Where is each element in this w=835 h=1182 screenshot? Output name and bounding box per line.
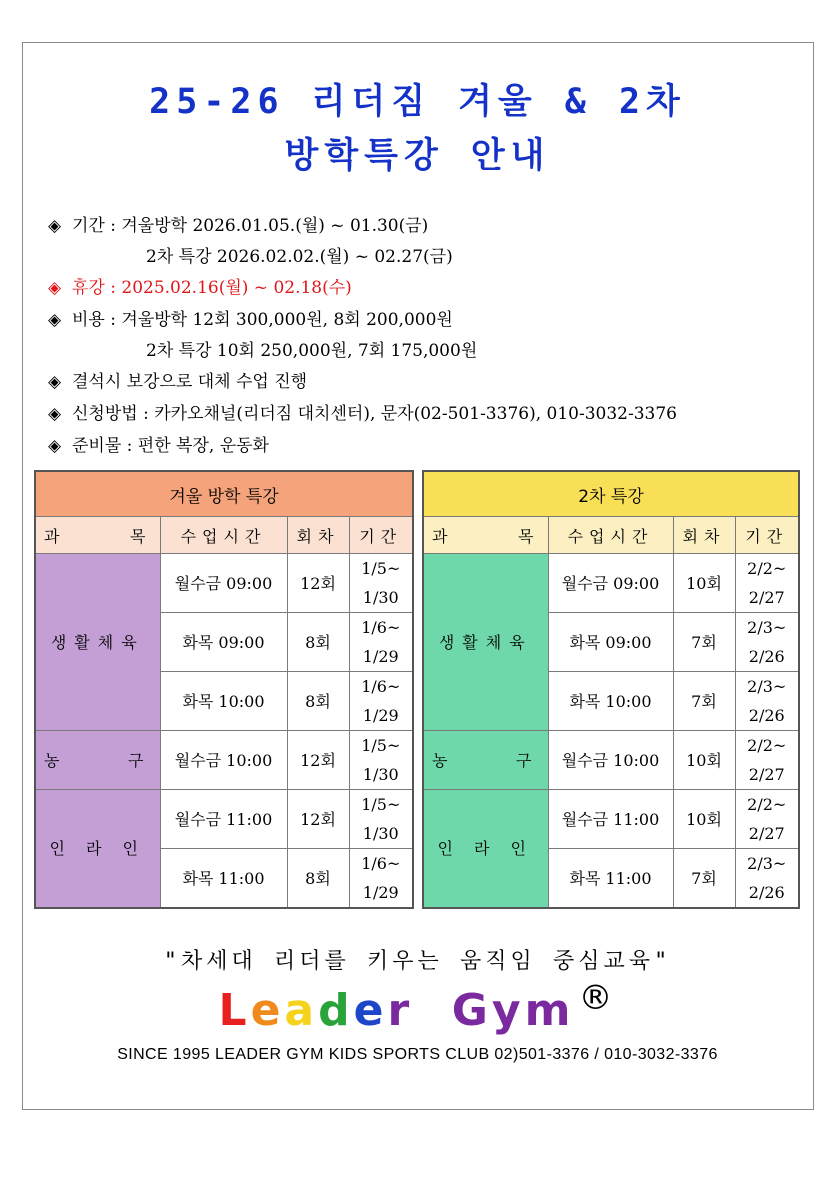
time-cell: 화목 10:00 (160, 672, 287, 731)
second-session-table (422, 470, 800, 909)
period-cell: 1/5~ 1/30 (349, 790, 413, 849)
column-header-row (35, 517, 413, 554)
table-row (35, 731, 413, 790)
count-cell: 7회 (673, 672, 735, 731)
col-subject: 과 목 (423, 517, 548, 554)
period-cell: 1/6~ 1/29 (349, 613, 413, 672)
logo-letter: y (491, 984, 525, 1036)
period-cell: 2/3~ 2/26 (735, 849, 799, 909)
column-header-row (423, 517, 799, 554)
diamond-bullet-icon: ◈ (48, 216, 62, 236)
subject-cell: 인 라 인 (35, 790, 160, 909)
logo-letter: r (387, 984, 414, 1036)
logo-letter: L (218, 984, 251, 1036)
subject-cell: 생활체육 (35, 554, 160, 731)
col-subject: 과 목 (35, 517, 160, 554)
period-cell: 2/2~ 2/27 (735, 790, 799, 849)
diamond-bullet-icon: ◈ (48, 404, 62, 424)
time-cell: 월수금 11:00 (160, 790, 287, 849)
page-title-line1: 25-26 리더짐 겨울 & 2차 (149, 82, 686, 122)
period-cell: 1/5~ 1/30 (349, 554, 413, 613)
subject-cell: 농 구 (423, 731, 548, 790)
slogan: "차세대 리더를 키우는 움직임 중심교육" (163, 949, 672, 974)
col-period: 기간 (735, 517, 799, 554)
footer-contact: SINCE 1995 LEADER GYM KIDS SPORTS CLUB 02)501-3376 / 010-3032-3376 (117, 1046, 718, 1063)
time-cell: 화목 11:00 (548, 849, 673, 909)
table-row (35, 790, 413, 849)
col-count: 회차 (673, 517, 735, 554)
count-cell: 8회 (287, 672, 349, 731)
page-title-line2: 방학특강 안내 (284, 136, 551, 176)
col-count: 회차 (287, 517, 349, 554)
winter-schedule-table (34, 470, 414, 909)
table-row (423, 731, 799, 790)
logo-letter: e (353, 984, 388, 1036)
col-time: 수업시간 (548, 517, 673, 554)
col-period: 기간 (349, 517, 413, 554)
count-cell: 12회 (287, 731, 349, 790)
registered-mark-icon: ® (578, 978, 617, 1018)
subject-cell: 농 구 (35, 731, 160, 790)
period-cell: 1/6~ 1/29 (349, 672, 413, 731)
diamond-bullet-icon: ◈ (48, 278, 62, 298)
time-cell: 월수금 11:00 (548, 790, 673, 849)
info-period: ◈ 기간 : 겨울방학 2026.01.05.(월) ~ 01.30(금) (48, 210, 677, 242)
period-cell: 1/5~ 1/30 (349, 731, 413, 790)
info-absence: ◈ 결석시 보강으로 대체 수업 진행 (48, 366, 677, 398)
period-cell: 2/2~ 2/27 (735, 731, 799, 790)
time-cell: 화목 09:00 (160, 613, 287, 672)
subject-cell: 인 라 인 (423, 790, 548, 909)
count-cell: 10회 (673, 731, 735, 790)
table-row (423, 554, 799, 613)
logo-letter: a (284, 984, 319, 1036)
period-cell: 2/2~ 2/27 (735, 554, 799, 613)
count-cell: 7회 (673, 849, 735, 909)
count-cell: 10회 (673, 790, 735, 849)
time-cell: 월수금 10:00 (160, 731, 287, 790)
logo-letter: d (318, 984, 354, 1036)
logo-wordmark (219, 985, 575, 1036)
table-row (35, 554, 413, 613)
second-table-header: 2차 특강 (423, 471, 799, 517)
count-cell: 8회 (287, 613, 349, 672)
period-cell: 2/3~ 2/26 (735, 672, 799, 731)
winter-table-header: 겨울 방학 특강 (35, 471, 413, 517)
info-holiday: ◈ 휴강 : 2025.02.16(월) ~ 02.18(수) (48, 272, 677, 304)
leader-gym-logo (0, 978, 835, 1038)
diamond-bullet-icon: ◈ (48, 310, 62, 330)
info-apply: ◈ 신청방법 : 카카오채널(리더짐 대치센터), 문자(02-501-3376), 010-3032-3376 (48, 398, 677, 430)
time-cell: 화목 11:00 (160, 849, 287, 909)
info-period2: 2차 특강 2026.02.02.(월) ~ 02.27(금) (146, 247, 453, 267)
diamond-bullet-icon: ◈ (48, 436, 62, 456)
info-cost2: 2차 특강 10회 250,000원, 7회 175,000원 (146, 341, 478, 361)
count-cell: 7회 (673, 613, 735, 672)
count-cell: 10회 (673, 554, 735, 613)
logo-letter: m (524, 984, 575, 1036)
count-cell: 8회 (287, 849, 349, 909)
info-prep: ◈ 준비물 : 편한 복장, 운동화 (48, 430, 677, 462)
time-cell: 월수금 09:00 (160, 554, 287, 613)
table-row (423, 790, 799, 849)
info-section (48, 210, 677, 462)
time-cell: 화목 09:00 (548, 613, 673, 672)
period-cell: 1/6~ 1/29 (349, 849, 413, 909)
count-cell: 12회 (287, 790, 349, 849)
time-cell: 월수금 10:00 (548, 731, 673, 790)
time-cell: 화목 10:00 (548, 672, 673, 731)
info-cost: ◈ 비용 : 겨울방학 12회 300,000원, 8회 200,000원 (48, 304, 677, 336)
diamond-bullet-icon: ◈ (48, 372, 62, 392)
time-cell: 월수금 09:00 (548, 554, 673, 613)
col-time: 수업시간 (160, 517, 287, 554)
logo-letter (413, 985, 452, 1036)
period-cell: 2/3~ 2/26 (735, 613, 799, 672)
count-cell: 12회 (287, 554, 349, 613)
logo-letter: G (451, 984, 492, 1036)
logo-letter: e (250, 984, 285, 1036)
subject-cell: 생활체육 (423, 554, 548, 731)
